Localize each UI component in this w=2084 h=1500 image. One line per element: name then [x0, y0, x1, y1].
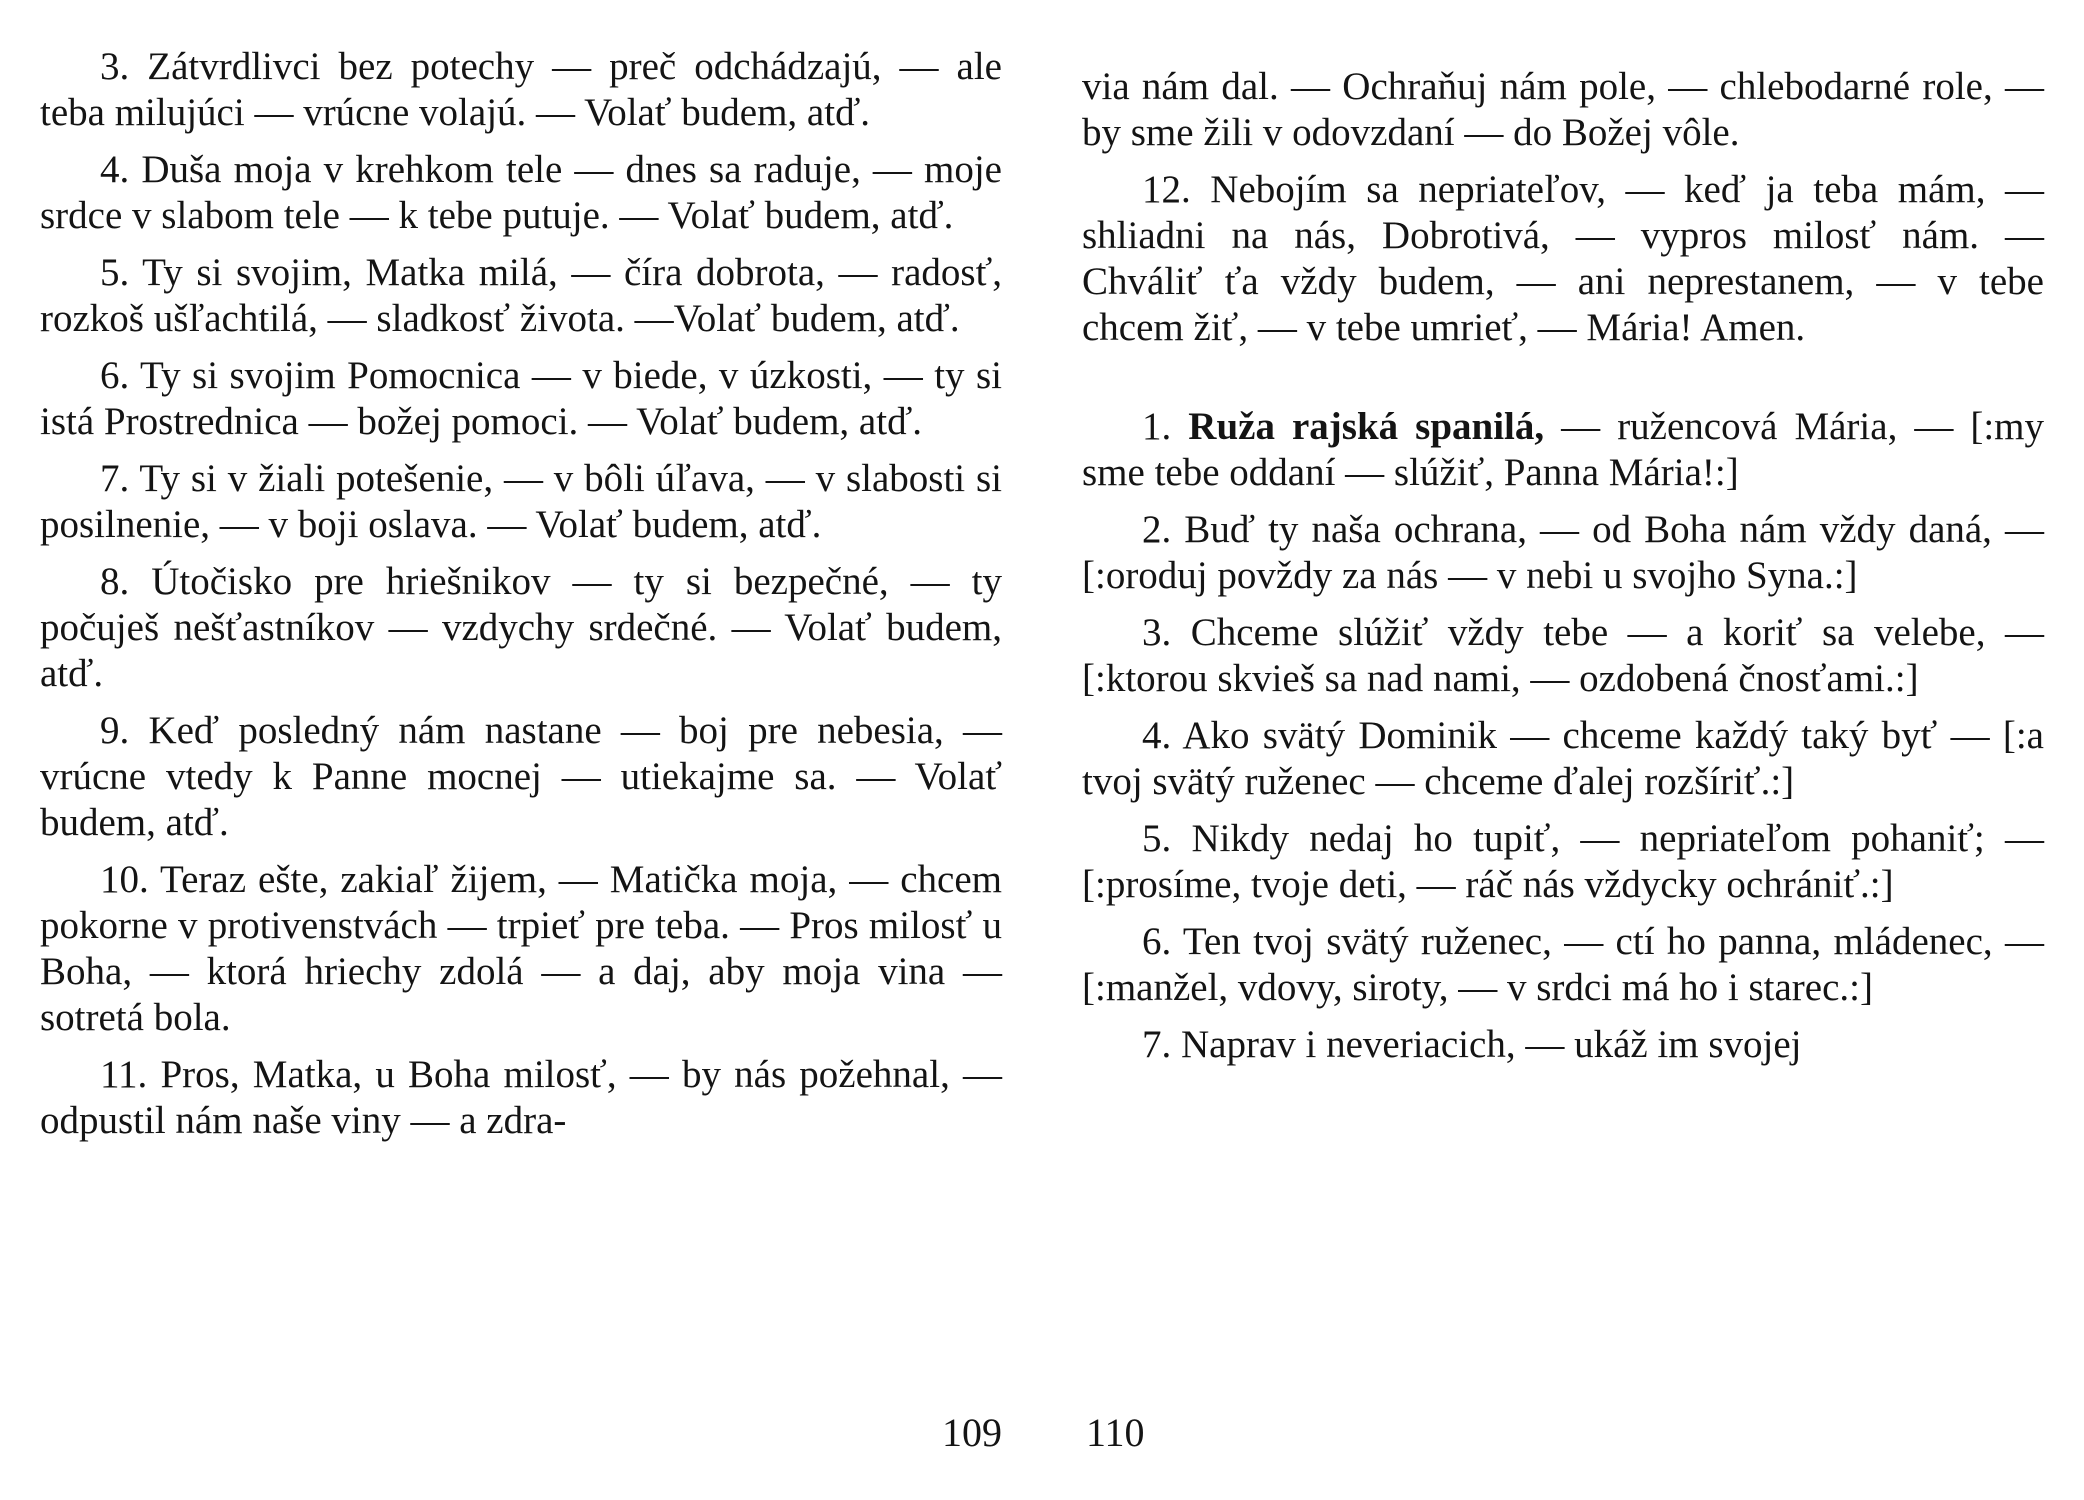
hymn2-stanza-5: 5. Nikdy nedaj ho tupiť, — nepriateľom pohaniť; — [:prosíme, tvoje deti, — ráč nás vždycky ochrániť.:] — [1082, 817, 2044, 906]
hymn2-stanza-3: 3. Chceme slúžiť vždy tebe — a koriť sa velebe, — [:ktorou skvieš sa nad nami, — ozdobená čnosťami.:] — [1082, 611, 2044, 700]
stanza-7: 7. Ty si v žiali potešenie, — v bôli úľava, — v slabosti si posilnenie, — v boji oslava. — Volať budem, atď. — [40, 457, 1002, 546]
page-number-left: 109 — [942, 1410, 1002, 1455]
hymn2-stanza-1-number: 1. — [1142, 405, 1172, 448]
hymn2-stanza-1-text: — ružencová Mária, — [:my sme tebe oddaní — slúžiť, Panna Mária!:] — [1082, 405, 2045, 494]
hymn2-stanza-1 — [1082, 404, 2044, 496]
stanza-6: 6. Ty si svojim Pomocnica — v biede, v úzkosti, — ty si istá Prostrednica — božej pomoci. — Volať budem, atď. — [40, 354, 1002, 443]
stanza-12: 12. Nebojím sa nepriateľov, — keď ja teba mám, — shliadni na nás, Dobrotivá, — vypros milosť nám. — Chváliť ťa vždy budem, — ani neprestanem, — v tebe chcem žiť, — v tebe umrieť, — Mária! Amen. — [1082, 168, 2044, 349]
hymn2-incipit: Ruža rajská spanilá, — [1188, 405, 1545, 448]
stanza-11: 11. Pros, Matka, u Boha milosť, — by nás požehnal, — odpustil nám naše viny — a zdra- — [40, 1053, 1002, 1142]
right-page — [1042, 0, 2084, 1500]
stanza-5: 5. Ty si svojim, Matka milá, — číra dobrota, — radosť, rozkoš ušľachtilá, — sladkosť života. —Volať budem, atď. — [40, 251, 1002, 340]
stanza-10: 10. Teraz ešte, zakiaľ žijem, — Matička moja, — chcem pokorne v protivenstvách — trpieť pre teba. — Pros milosť u Boha, — ktorá hriechy zdolá — a daj, aby moja vina — sotretá bola. — [40, 858, 1002, 1039]
left-text-column — [40, 44, 1002, 1155]
stanza-11-continuation: via nám dal. — Ochraňuj nám pole, — chlebodarné role, — by sme žili v odovzdaní — do Božej vôle. — [1082, 65, 2044, 154]
hymn2-stanza-4: 4. Ako svätý Dominik — chceme každý taký byť — [:a tvoj svätý ruženec — chceme ďalej rozšíriť.:] — [1082, 714, 2044, 803]
hymn-separator — [1082, 362, 2044, 404]
stanza-9: 9. Keď posledný nám nastane — boj pre nebesia, — vrúcne vtedy k Panne mocnej — utiekajme sa. — Volať budem, atď. — [40, 709, 1002, 844]
page-number-right: 110 — [1086, 1410, 1145, 1455]
hymn2-stanza-7: 7. Naprav i neveriacich, — ukáž im svojej — [1142, 1023, 1802, 1066]
hymn2-stanza-6: 6. Ten tvoj svätý ruženec, — ctí ho panna, mládenec, — [:manžel, vdovy, siroty, — v srdci má ho i starec.:] — [1082, 920, 2044, 1009]
stanza-3: 3. Zátvrdlivci bez potechy — preč odchádzajú, — ale teba milujúci — vrúcne volajú. — Volať budem, atď. — [40, 45, 1002, 134]
right-text-column — [1082, 64, 2044, 1079]
hymn2-stanza-2: 2. Buď ty naša ochrana, — od Boha nám vždy daná, — [:oroduj povždy za nás — v nebi u svojho Syna.:] — [1082, 508, 2044, 597]
stanza-8: 8. Útočisko pre hriešnikov — ty si bezpečné, — ty počuješ nešťastníkov — vzdychy srdečné. — Volať budem, atď. — [40, 560, 1002, 695]
stanza-4: 4. Duša moja v krehkom tele — dnes sa raduje, — moje srdce v slabom tele — k tebe putuje. — Volať budem, atď. — [40, 148, 1002, 237]
